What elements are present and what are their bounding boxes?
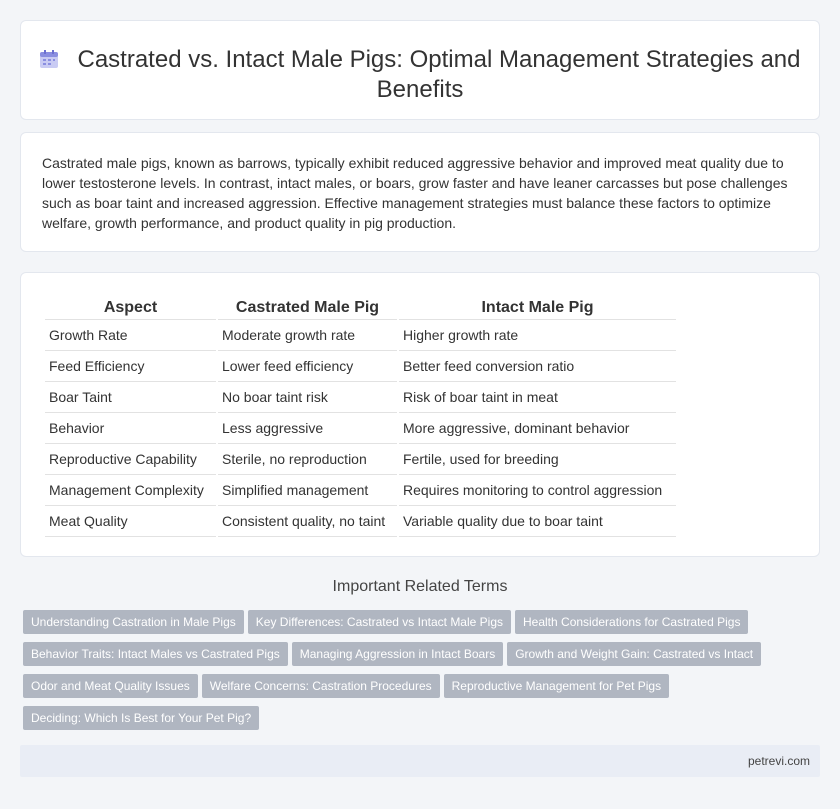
header-castrated: Castrated Male Pig	[218, 295, 397, 320]
footer-site-link[interactable]: petrevi.com	[747, 754, 810, 768]
related-tag[interactable]: Key Differences: Castrated vs Intact Male Pigs	[248, 610, 511, 634]
table-row	[45, 320, 676, 351]
cell-aspect: Meat Quality	[45, 506, 216, 537]
related-tag[interactable]: Growth and Weight Gain: Castrated vs Intact	[507, 642, 761, 666]
cell-aspect: Reproductive Capability	[45, 444, 216, 475]
intro-card	[20, 132, 820, 252]
cell-castrated: Consistent quality, no taint	[218, 506, 397, 537]
cell-intact: Higher growth rate	[399, 320, 676, 351]
cell-castrated: Simplified management	[218, 475, 397, 506]
page-title: Castrated vs. Intact Male Pigs: Optimal Management Strategies and Benefits	[77, 46, 801, 103]
cell-castrated: No boar taint risk	[218, 382, 397, 413]
related-tag[interactable]: Managing Aggression in Intact Boars	[292, 642, 503, 666]
cell-intact: Variable quality due to boar taint	[399, 506, 676, 537]
cell-intact: Better feed conversion ratio	[399, 351, 676, 382]
cell-castrated: Moderate growth rate	[218, 320, 397, 351]
table-row	[45, 413, 676, 444]
cell-intact: Requires monitoring to control aggression	[399, 475, 676, 506]
related-tag[interactable]: Deciding: Which Is Best for Your Pet Pig?	[23, 706, 259, 730]
header-intact: Intact Male Pig	[399, 295, 676, 320]
cell-intact: Fertile, used for breeding	[399, 444, 676, 475]
cell-aspect: Growth Rate	[45, 320, 216, 351]
related-tag[interactable]: Reproductive Management for Pet Pigs	[444, 674, 669, 698]
cell-castrated: Sterile, no reproduction	[218, 444, 397, 475]
table-row	[45, 382, 676, 413]
calendar-icon	[39, 49, 59, 69]
table-row	[45, 351, 676, 382]
cell-intact: Risk of boar taint in meat	[399, 382, 676, 413]
related-tag[interactable]: Health Considerations for Castrated Pigs	[515, 610, 748, 634]
header-aspect: Aspect	[45, 295, 216, 320]
table-row	[45, 506, 676, 537]
cell-aspect: Management Complexity	[45, 475, 216, 506]
cell-intact: More aggressive, dominant behavior	[399, 413, 676, 444]
related-tags	[23, 610, 803, 738]
cell-aspect: Feed Efficiency	[45, 351, 216, 382]
cell-aspect: Boar Taint	[45, 382, 216, 413]
intro-paragraph: Castrated male pigs, known as barrows, typically exhibit reduced aggressive behavior and improved meat quality due to lower testosterone levels. In contrast, intact males, or boars, grow faster and have leaner carcasses but pose challenges such as boar taint and increased aggression. Effective management strategies must balance these factors to optimize welfare, growth performance, and product quality in pig production.	[42, 155, 788, 231]
comparison-card	[20, 272, 820, 557]
comparison-table	[43, 295, 678, 537]
related-tag[interactable]: Behavior Traits: Intact Males vs Castrated Pigs	[23, 642, 288, 666]
page-title-wrap	[21, 45, 819, 105]
related-tag[interactable]: Odor and Meat Quality Issues	[23, 674, 198, 698]
related-terms-heading: Important Related Terms	[332, 578, 508, 595]
title-card	[20, 20, 820, 120]
cell-castrated: Less aggressive	[218, 413, 397, 444]
table-row	[45, 444, 676, 475]
footer-bar	[20, 745, 820, 777]
related-tag[interactable]: Welfare Concerns: Castration Procedures	[202, 674, 440, 698]
table-row	[45, 475, 676, 506]
cell-aspect: Behavior	[45, 413, 216, 444]
cell-castrated: Lower feed efficiency	[218, 351, 397, 382]
related-tag[interactable]: Understanding Castration in Male Pigs	[23, 610, 244, 634]
table-header-row	[45, 295, 676, 320]
